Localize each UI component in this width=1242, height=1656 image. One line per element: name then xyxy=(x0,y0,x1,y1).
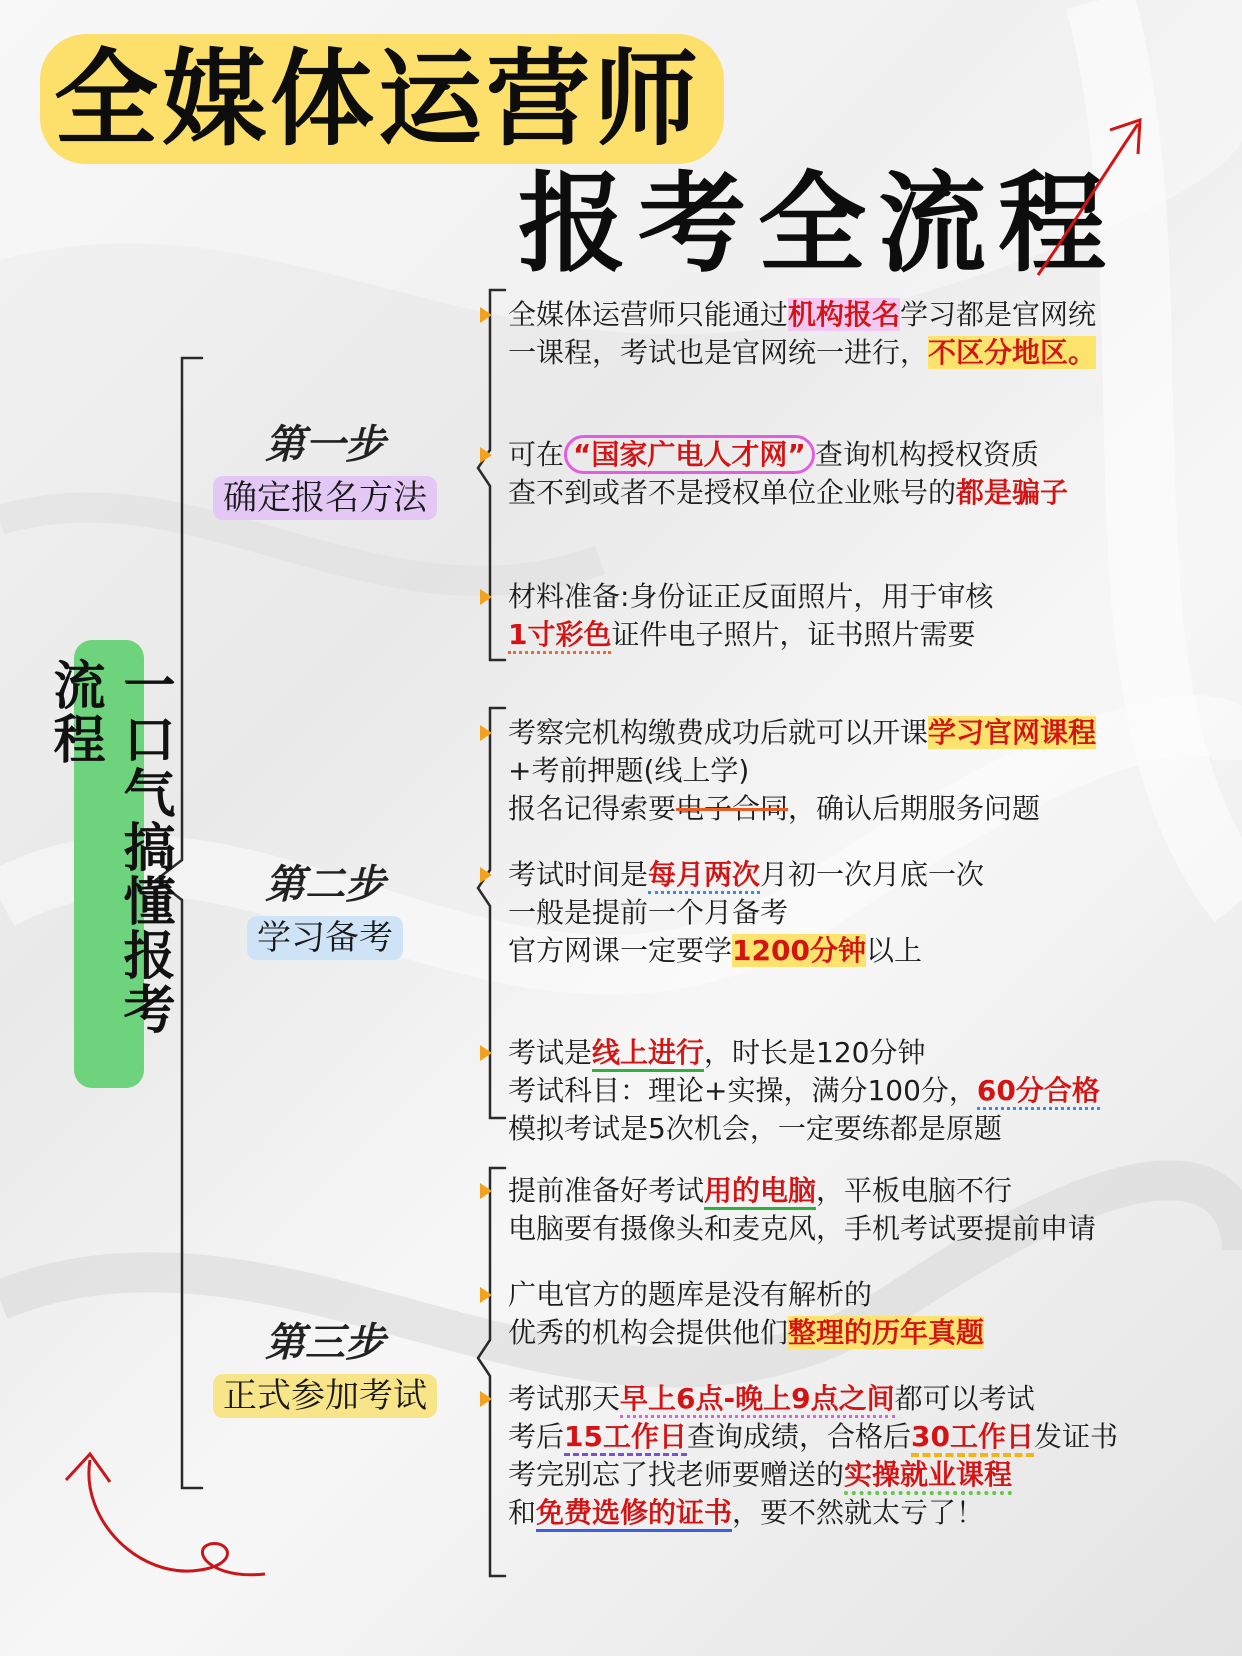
highlight: 每月两次 xyxy=(648,858,760,894)
text: 查询机构授权资质 xyxy=(814,438,1039,471)
red-arrow-icon xyxy=(1030,110,1160,280)
text: 考试科目：理论+实操，满分100分， xyxy=(508,1074,977,1107)
side-badge xyxy=(44,640,174,1088)
highlight: 学习官网课程 xyxy=(928,716,1097,749)
step-1-name: 确定报名方法 xyxy=(213,476,437,520)
step2-item-3 xyxy=(508,1034,1100,1148)
text: 都可以考试 xyxy=(894,1382,1035,1415)
highlight: 30工作日 xyxy=(911,1420,1034,1457)
highlight: 不区分地区。 xyxy=(928,336,1097,369)
triangle-bullet-icon xyxy=(480,725,492,741)
highlight: 用的电脑 xyxy=(704,1174,816,1210)
text: 考试是 xyxy=(508,1036,593,1069)
curly-arrow-icon xyxy=(50,1440,270,1600)
triangle-bullet-icon xyxy=(480,1391,492,1407)
highlight: 线上进行 xyxy=(592,1036,704,1072)
text: 考试那天 xyxy=(508,1382,621,1415)
text: 考试时间是 xyxy=(508,858,649,891)
step-1-label xyxy=(195,420,455,520)
text: 以上 xyxy=(865,934,922,967)
highlight: 免费选修的证书 xyxy=(536,1496,732,1532)
step2-item-2 xyxy=(508,856,984,970)
page-title-line2: 报考全流程 xyxy=(518,162,1119,287)
text: 和 xyxy=(508,1496,537,1529)
step2-item-1 xyxy=(508,714,1096,828)
step-3-number: 第三步 xyxy=(265,1319,385,1366)
text: 考察完机构缴费成功后就可以开课 xyxy=(508,716,929,749)
step-1-number: 第一步 xyxy=(265,421,385,468)
step-3-label xyxy=(195,1318,455,1418)
step1-item-2 xyxy=(508,436,1068,512)
highlight: 电子合同 xyxy=(676,792,789,825)
text: 发证书 xyxy=(1033,1420,1118,1453)
text: ，要不然就太亏了！ xyxy=(732,1496,985,1529)
step3-item-3 xyxy=(508,1380,1118,1532)
triangle-bullet-icon xyxy=(480,1287,492,1303)
text: 可在 xyxy=(508,438,565,471)
triangle-bullet-icon xyxy=(480,1183,492,1199)
text: 考后 xyxy=(508,1420,565,1453)
text: 电脑要有摄像头和麦克风，手机考试要提前申请 xyxy=(508,1212,1097,1245)
text: 证件电子照片，证书照片需要 xyxy=(611,618,976,651)
step1-item-1 xyxy=(508,296,1096,372)
step-2-name: 学习备考 xyxy=(247,916,403,960)
triangle-bullet-icon xyxy=(480,447,492,463)
highlight: 15工作日 xyxy=(564,1420,687,1456)
step3-item-1 xyxy=(508,1172,1096,1248)
triangle-bullet-icon xyxy=(480,867,492,883)
step1-item-3 xyxy=(508,578,993,654)
text: 一课程，考试也是官网统一进行， xyxy=(508,336,929,369)
highlight: “国家广电人才网” xyxy=(564,435,815,474)
highlight: 实操就业课程 xyxy=(844,1458,1012,1495)
text: 报名记得索要 xyxy=(508,792,677,825)
highlight: 1200分钟 xyxy=(732,934,866,967)
step-3-name: 正式参加考试 xyxy=(213,1374,437,1418)
step-2-number: 第二步 xyxy=(265,861,385,908)
text: 查不到或者不是授权单位企业账号的 xyxy=(508,476,957,509)
highlight: 机构报名 xyxy=(788,298,901,331)
text: ，时长是120分钟 xyxy=(704,1036,926,1069)
text: 模拟考试是5次机会，一定要练都是原题 xyxy=(508,1112,1002,1145)
text: 官方网课一定要学 xyxy=(508,934,733,967)
highlight: 整理的历年真题 xyxy=(788,1316,985,1349)
text: 全媒体运营师只能通过 xyxy=(508,298,789,331)
highlight: 60分合格 xyxy=(977,1074,1100,1110)
text: 广电官方的题库是没有解析的 xyxy=(508,1278,873,1311)
text: 月初一次月底一次 xyxy=(760,858,985,891)
text: 材料准备:身份证正反面照片，用于审核 xyxy=(508,580,994,613)
step3-item-2 xyxy=(508,1276,984,1352)
step-2-label xyxy=(195,860,455,960)
text: ，平板电脑不行 xyxy=(816,1174,1013,1207)
side-badge-text: 一口气搞懂报考流程 xyxy=(44,658,174,1036)
text: 优秀的机构会提供他们 xyxy=(508,1316,789,1349)
text: 考完别忘了找老师要赠送的 xyxy=(508,1458,845,1491)
triangle-bullet-icon xyxy=(480,1045,492,1061)
text: +考前押题(线上学) xyxy=(508,754,750,787)
triangle-bullet-icon xyxy=(480,589,492,605)
text: 提前准备好考试 xyxy=(508,1174,705,1207)
text: 查询成绩，合格后 xyxy=(686,1420,911,1453)
text: ，确认后期服务问题 xyxy=(788,792,1041,825)
highlight: 都是骗子 xyxy=(956,476,1069,509)
triangle-bullet-icon xyxy=(480,307,492,323)
highlight: 早上6点-晚上9点之间 xyxy=(620,1382,895,1418)
text: 学习都是官网统 xyxy=(900,298,1097,331)
page-title-line1: 全媒体运营师 xyxy=(40,34,724,164)
highlight: 1寸彩色 xyxy=(508,618,611,654)
text: 一般是提前一个月备考 xyxy=(508,896,789,929)
